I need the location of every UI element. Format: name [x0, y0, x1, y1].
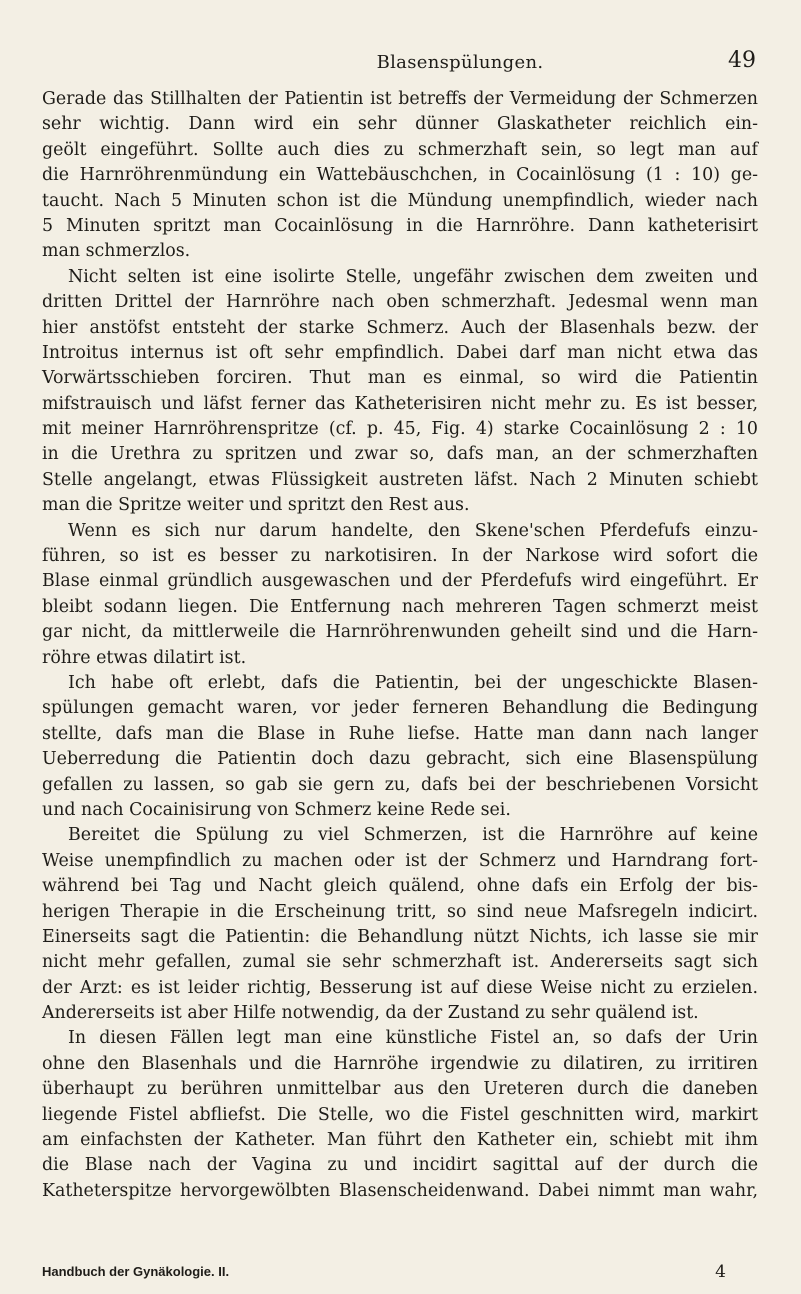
text-line: sehr wichtig. Dann wird ein sehr dünner Glaskatheter reichlich ein-: [42, 114, 758, 135]
text-line: am einfachsten der Katheter. Man führt den Katheter ein, schiebt mit ihm: [42, 1130, 758, 1151]
text-line: Einerseits sagt die Patientin: die Behandlung nützt Nichts, ich lasse sie mir: [42, 926, 758, 947]
text-line: und nach Cocainisirung von Schmerz keine Rede sei.: [42, 799, 511, 820]
text-line: die Blase nach der Vagina zu und incidirt sagittal auf der durch die: [42, 1155, 758, 1176]
text-line: Katheterspitze hervorgewölbten Blasenscheidenwand. Dabei nimmt man wahr,: [42, 1180, 758, 1201]
text-line: Bereitet die Spülung zu viel Schmerzen, ist die Harnröhre auf keine: [68, 825, 758, 846]
text-line: mit meiner Harnröhrenspritze (cf. p. 45, Fig. 4) starke Cocainlösung 2 : 10: [42, 419, 758, 440]
text-line: herigen Therapie in die Erscheinung tritt, so sind neue Mafsregeln indicirt.: [42, 901, 758, 922]
text-line: gar nicht, da mittlerweile die Harnröhrenwunden geheilt sind und die Harn-: [42, 622, 758, 643]
page-number: 49: [728, 48, 756, 73]
text-line: stellte, dafs man die Blase in Ruhe liefse. Hatte man dann nach langer: [42, 723, 758, 744]
text-line: Ueberredung die Patientin doch dazu gebracht, sich eine Blasenspülung: [42, 749, 758, 770]
text-line: mifstrauisch und läfst ferner das Katheterisiren nicht mehr zu. Es ist besser,: [42, 393, 758, 414]
text-line: man die Spritze weiter und spritzt den Rest aus.: [42, 495, 470, 516]
signature-mark: 4: [715, 1262, 726, 1282]
text-line: Nicht selten ist eine isolirte Stelle, ungefähr zwischen dem zweiten und: [68, 266, 758, 287]
text-line: die Harnröhrenmündung ein Wattebäuschchen, in Cocainlösung (1 : 10) ge-: [42, 165, 758, 186]
body-text: [42, 87, 758, 1204]
text-line: spülungen gemacht waren, vor jeder ferneren Behandlung die Bedingung: [42, 698, 758, 719]
text-line: Weise unempfindlich zu machen oder ist der Schmerz und Harndrang fort-: [42, 850, 758, 871]
text-line: In diesen Fällen legt man eine künstliche Fistel an, so dafs der Urin: [68, 1028, 758, 1049]
text-line: Introitus internus ist oft sehr empfindlich. Dabei darf man nicht etwa das: [42, 342, 758, 363]
text-line: gefallen zu lassen, so gab sie gern zu, dafs bei der beschriebenen Vorsicht: [42, 774, 758, 795]
page-footer: [42, 1264, 758, 1288]
text-line: taucht. Nach 5 Minuten schon ist die Mündung unempfindlich, wieder nach: [42, 190, 758, 211]
text-line: Vorwärtsschieben forciren. Thut man es einmal, so wird die Patientin: [42, 368, 758, 389]
text-line: der Arzt: es ist leider richtig, Besserung ist auf diese Weise nicht zu erzielen.: [42, 977, 758, 998]
text-line: geölt eingeführt. Sollte auch dies zu schmerzhaft sein, so legt man auf: [42, 139, 758, 160]
text-line: nicht mehr gefallen, zumal sie sehr schmerzhaft ist. Andererseits sagt sich: [42, 952, 758, 973]
text-line: Andererseits ist aber Hilfe notwendig, da der Zustand zu sehr quälend ist.: [42, 1003, 699, 1024]
text-line: Wenn es sich nur darum handelte, den Skene'schen Pferdefufs einzu-: [68, 520, 758, 541]
text-line: hier anstöfst entsteht der starke Schmerz. Auch der Blasenhals bezw. der: [42, 317, 758, 338]
running-title: Blasenspülungen.: [376, 52, 544, 73]
text-line: ohne den Blasenhals und die Harnröhe irgendwie zu dilatiren, zu irritiren: [42, 1053, 758, 1074]
text-line: 5 Minuten spritzt man Cocainlösung in die Harnröhre. Dann katheterisirt: [42, 215, 758, 236]
text-line: dritten Drittel der Harnröhre nach oben schmerzhaft. Jedesmal wenn man: [42, 292, 758, 313]
text-line: Stelle angelangt, etwas Flüssigkeit austreten läfst. Nach 2 Minuten schiebt: [42, 469, 758, 490]
text-line: in die Urethra zu spritzen und zwar so, dafs man, an der schmerzhaften: [42, 444, 758, 465]
running-header: [300, 48, 760, 92]
text-line: liegende Fistel abfliefst. Die Stelle, wo die Fistel geschnitten wird, markirt: [42, 1104, 758, 1125]
text-line: Ich habe oft erlebt, dafs die Patientin, bei der ungeschickte Blasen-: [68, 672, 758, 693]
text-line: bleibt sodann liegen. Die Entfernung nach mehreren Tagen schmerzt meist: [42, 596, 758, 617]
text-line: überhaupt zu berühren unmittelbar aus den Ureteren durch die daneben: [42, 1079, 758, 1100]
text-line: röhre etwas dilatirt ist.: [42, 647, 247, 668]
text-line: während bei Tag und Nacht gleich quälend, ohne dafs ein Erfolg der bis-: [42, 876, 758, 897]
text-line: Gerade das Stillhalten der Patientin ist betreffs der Vermeidung der Schmerzen: [42, 89, 758, 109]
text-line: Blase einmal gründlich ausgewaschen und der Pferdefufs wird eingeführt. Er: [42, 571, 758, 592]
text-line: führen, so ist es besser zu narkotisiren. In der Narkose wird sofort die: [42, 546, 758, 567]
footer-source: Handbuch der Gynäkologie. II.: [42, 1264, 230, 1279]
text-line: man schmerzlos.: [42, 241, 191, 262]
